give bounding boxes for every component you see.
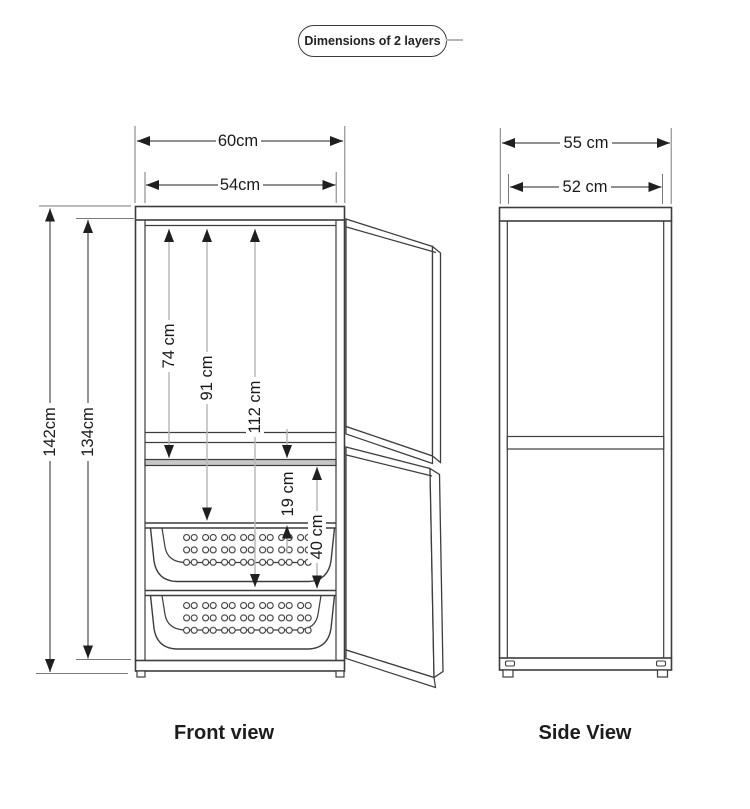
dim-55cm-label: 55 cm (563, 134, 609, 152)
dim-74cm-label: 74 cm (160, 323, 178, 369)
dim-40cm-label: 40 cm (308, 514, 326, 560)
front-foot-left (137, 671, 145, 677)
dim-91cm-label: 91 cm (198, 355, 216, 401)
basket2-perforations (182, 600, 314, 637)
dimension-labels (41, 131, 612, 563)
dim-142cm-label: 142cm (41, 407, 59, 457)
upper-door-open (346, 219, 441, 464)
title-badge-label: Dimensions of 2 layers (304, 34, 441, 48)
side-foot-left (503, 670, 513, 677)
dim-112cm-label: 112 cm (246, 380, 264, 434)
side-top-panel (500, 208, 672, 222)
dim-19cm-label: 19 cm (279, 471, 297, 517)
front-bottom-rail (136, 661, 345, 672)
lower-door-face (346, 447, 434, 678)
side-mid-divider (507, 437, 663, 450)
upper-door-edge-right (433, 247, 441, 463)
front-top-panel (136, 207, 345, 221)
side-rail-hole-right (657, 661, 666, 666)
side-foot-right (658, 670, 668, 677)
dim-60cm-label: 60cm (217, 132, 259, 150)
dim-134cm-label: 134cm (79, 407, 97, 457)
front-foot-right (336, 671, 344, 677)
dim-54cm-label: 54cm (219, 176, 261, 194)
front-view-cabinet (136, 207, 444, 688)
upper-door-face (346, 219, 433, 456)
side-rail-hole-left (506, 661, 515, 666)
dim-52cm-label: 52 cm (562, 178, 608, 196)
side-view-cabinet (500, 208, 672, 678)
basket1-perforations (182, 532, 314, 569)
side-view-caption: Side View (538, 722, 632, 744)
lower-door-open (346, 447, 443, 688)
front-view-caption: Front view (173, 722, 274, 744)
basket-2 (146, 591, 337, 650)
front-shelf-band (145, 460, 336, 466)
side-bottom-rail (500, 658, 672, 670)
